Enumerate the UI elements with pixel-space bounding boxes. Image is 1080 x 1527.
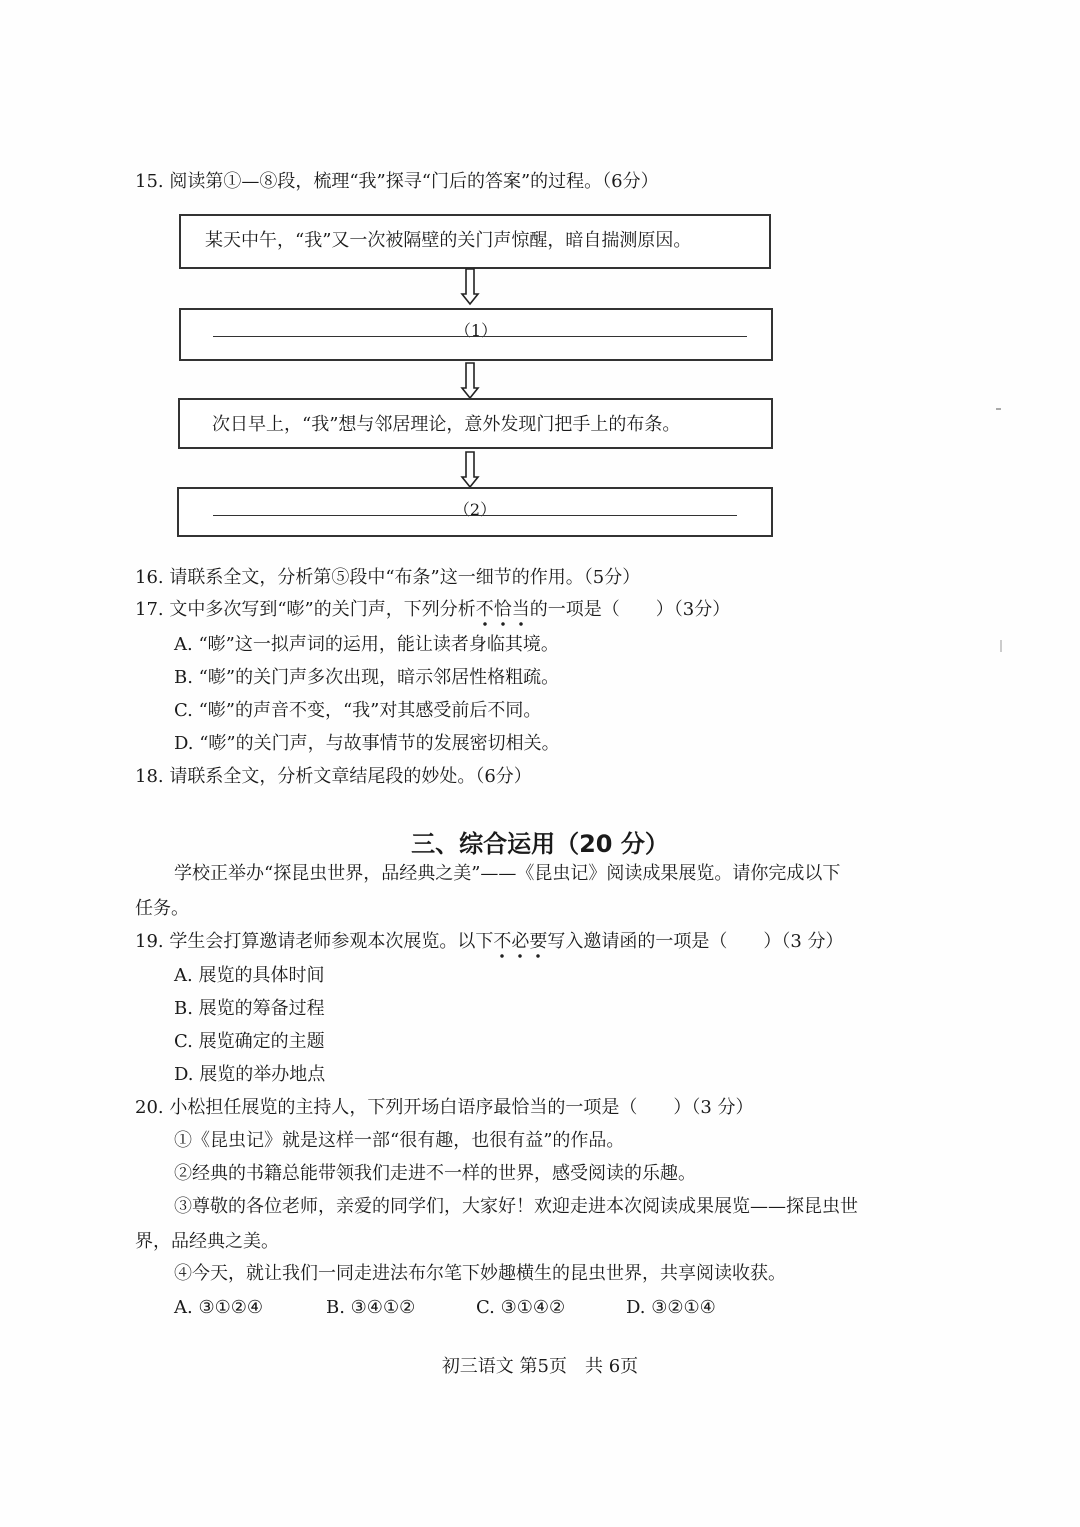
q19-option-c[interactable]: C. 展览确定的主题 (174, 1031, 325, 1052)
flow-box-1 (179, 214, 771, 269)
q19-option-b[interactable]: B. 展览的筹备过程 (174, 998, 325, 1019)
flow-box-4-blank[interactable] (177, 487, 773, 537)
down-arrow-icon (460, 268, 480, 306)
question-17-prefix: 17. 文中多次写到“嘭”的关门声，下列分析 (135, 599, 476, 620)
q20-choice-a[interactable]: A. ③①②④ (174, 1297, 263, 1318)
question-16: 16. 请联系全文，分析第⑤段中“布条”这一细节的作用。（5分） (135, 567, 641, 588)
flow-box-3 (178, 398, 773, 449)
question-17-suffix: 的一项是（ ）（3分） (529, 599, 731, 620)
q20-choice-c[interactable]: C. ③①④② (476, 1297, 566, 1318)
question-15: 15. 阅读第①—⑧段，梳理“我”探寻“门后的答案”的过程。（6分） (135, 171, 659, 192)
q17-option-d[interactable]: D. “嘭”的关门声，与故事情节的发展密切相关。 (174, 733, 560, 754)
section-title: 三、综合运用（20 分） (411, 830, 669, 858)
scan-speck (996, 408, 1001, 410)
down-arrow-icon (460, 362, 480, 400)
section-intro-line-1: 学校正举办“探昆虫世界，品经典之美”——《昆虫记》阅读成果展览。请你完成以下 (174, 863, 841, 884)
answer-line-1 (213, 336, 747, 337)
scan-speck (1000, 640, 1002, 652)
q20-sentence-3: ③尊敬的各位老师，亲爱的同学们，大家好！欢迎走进本次阅读成果展览——探昆虫世 (174, 1196, 858, 1217)
page-footer: 初三语文 第5页 共 6页 (441, 1356, 639, 1377)
q20-sentence-2: ②经典的书籍总能带领我们走进不一样的世界，感受阅读的乐趣。 (174, 1163, 696, 1184)
q20-sentence-3-cont: 界，品经典之美。 (135, 1231, 279, 1252)
flow-box-1-text: 某天中午，“我”又一次被隔壁的关门声惊醒，暗自揣测原因。 (205, 230, 692, 251)
question-20: 20. 小松担任展览的主持人，下列开场白语序最恰当的一项是（ ）（3 分） (135, 1097, 754, 1118)
q19-option-d[interactable]: D. 展览的举办地点 (174, 1064, 326, 1085)
blank-label-1: （1） (454, 321, 498, 340)
flow-box-3-text: 次日早上，“我”想与邻居理论，意外发现门把手上的布条。 (212, 414, 681, 435)
down-arrow-icon (460, 451, 480, 489)
blank-label-2: （2） (453, 500, 497, 519)
question-19 (135, 930, 844, 954)
q17-option-a[interactable]: A. “嘭”这一拟声词的运用，能让读者身临其境。 (174, 634, 559, 655)
question-19-prefix: 19. 学生会打算邀请老师参观本次展览。以下 (135, 931, 494, 952)
q17-option-c[interactable]: C. “嘭”的声音不变，“我”对其感受前后不同。 (174, 700, 542, 721)
question-19-suffix: 写入邀请函的一项是（ ）（3 分） (547, 931, 844, 952)
question-19-emphasis: 不必要 (493, 931, 548, 952)
q17-option-b[interactable]: B. “嘭”的关门声多次出现，暗示邻居性格粗疏。 (174, 667, 560, 688)
q20-choice-b[interactable]: B. ③④①② (326, 1297, 416, 1318)
section-intro-line-2: 任务。 (135, 898, 189, 919)
q19-option-a[interactable]: A. 展览的具体时间 (174, 965, 325, 986)
answer-line-2 (213, 515, 737, 516)
question-17-emphasis: 不恰当 (475, 599, 530, 620)
q20-choice-d[interactable]: D. ③②①④ (626, 1297, 716, 1318)
q20-sentence-4: ④今天，就让我们一同走进法布尔笔下妙趣横生的昆虫世界，共享阅读收获。 (174, 1263, 786, 1284)
q20-sentence-1: ①《昆虫记》就是这样一部“很有趣，也很有益”的作品。 (174, 1130, 625, 1151)
flow-box-2-blank[interactable] (179, 308, 773, 361)
question-17 (135, 598, 730, 622)
question-18: 18. 请联系全文，分析文章结尾段的妙处。（6分） (135, 766, 532, 787)
